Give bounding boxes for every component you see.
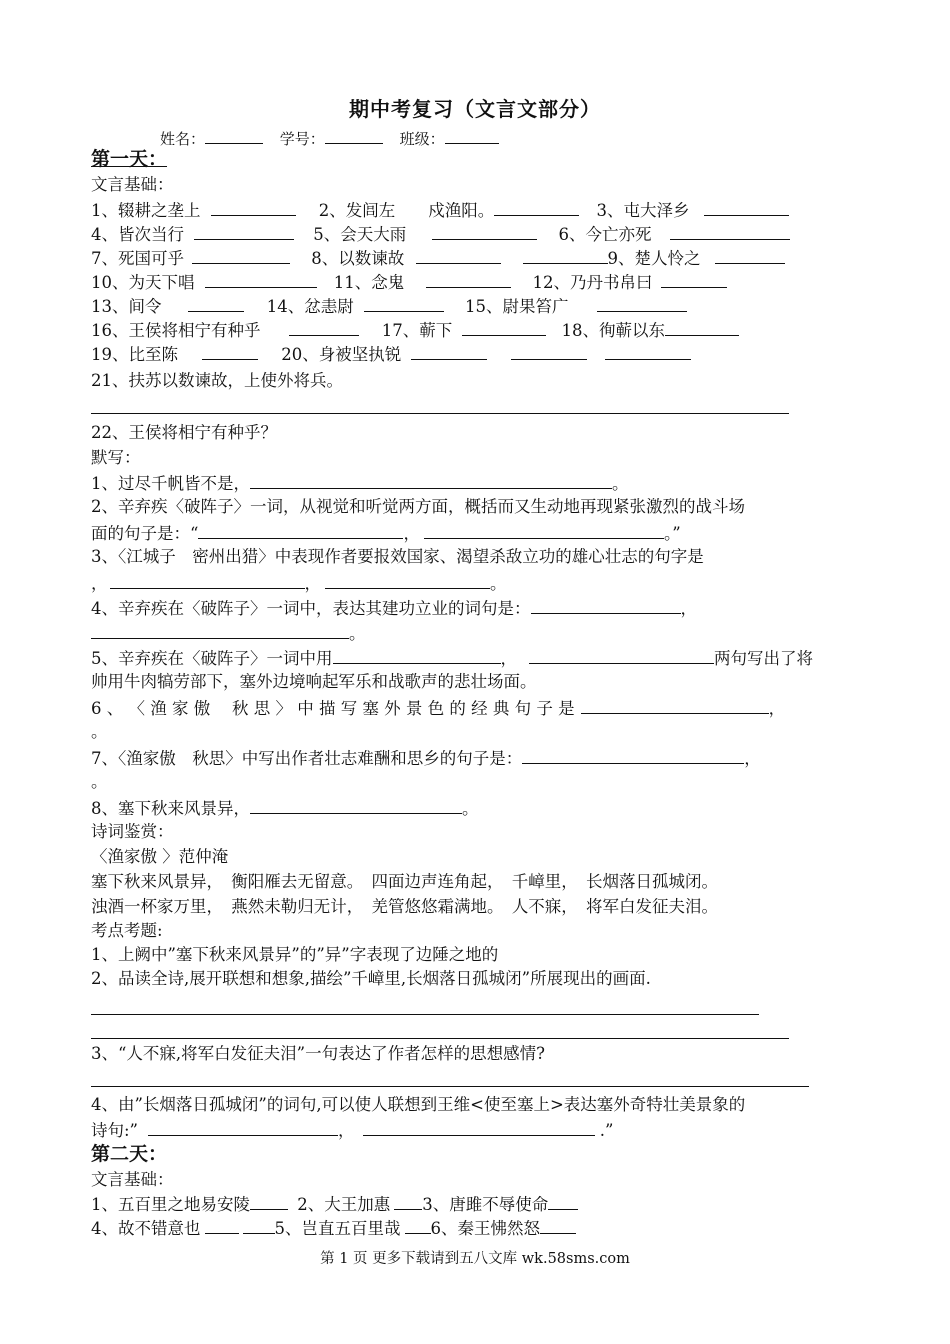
vocab-row: 4、故不错意也 5、岂直五百里哉 6、秦王怫然怒 [91, 1216, 576, 1240]
exam-question-4: 4、由”长烟落日孤城闭”的词句,可以使人联想到王维<使至塞上>表达塞外奇特壮美景象的 [91, 1095, 746, 1114]
poem-label: 诗词鉴赏： [91, 822, 174, 841]
dictation-label: 默写： [91, 448, 141, 467]
vocab-row: 1、五百里之地易安陵 2、大王加惠 3、唐雎不辱使命 [91, 1192, 578, 1216]
day1-heading: 第一天： [91, 148, 168, 170]
dictation-8: 8、塞下秋来风景异， 。 [91, 796, 479, 820]
dictation-3b: ， ， 。 [91, 571, 507, 595]
day1-basics-label: 文言基础： [91, 175, 174, 194]
day2-heading: 第二天： [91, 1143, 168, 1165]
dictation-3: 3、〈江城子 密州出猎〉中表现作者要报效国家、渴望杀敌立功的雄心壮志的句字是 [91, 547, 704, 566]
exam-label: 考点考题: [91, 921, 163, 940]
dictation-5b: 帅用牛肉犒劳部下，塞外边境响起军乐和战歌声的悲壮场面。 [91, 672, 537, 691]
vocab-row: 4、皆次当行 5、会天大雨 6、今亡亦死 [91, 222, 790, 246]
page-title: 期中考复习（文言文部分） [349, 97, 601, 121]
poem-line-1: 塞下秋来风景异， 衡阳雁去无留意。 四面边声连角起， 千嶂里， 长烟落日孤城闭。 [91, 872, 718, 891]
exam-question-4b: 诗句:” ， .” [91, 1118, 613, 1142]
dictation-7: 7、〈渔家傲 秋思〉中写出作者壮志难酬和思乡的句子是： ， [91, 746, 761, 770]
dictation-5: 5、辛弃疾在〈破阵子〉一词中用 ， 两句写出了将 [91, 646, 813, 670]
poem-line-2: 浊酒一杯家万里， 燕然未勒归无计， 羌管悠悠霜满地。 人不寐， 将军白发征夫泪。 [91, 897, 718, 916]
day2-basics-label: 文言基础： [91, 1170, 174, 1189]
vocab-row: 16、王侯将相宁有种乎 17、蕲下 18、徇蕲以东 [91, 318, 739, 342]
dictation-4b: 。 [91, 621, 366, 645]
vocab-row: 7、死国可乎 8、以数谏故 9、楚人怜之 [91, 246, 785, 270]
vocab-row: 13、间令 14、忿恚尉 15、尉果笞广 [91, 294, 687, 318]
answer-line [91, 1038, 789, 1039]
answer-line [91, 413, 789, 414]
answer-line [91, 1014, 759, 1015]
dictation-2b: 面的句子是：“ ， 。” [91, 521, 681, 545]
dictation-1: 1、过尽千帆皆不是， 。 [91, 471, 629, 495]
dictation-4: 4、辛弃疾在〈破阵子〉一词中，表达其建功立业的词句是： ， [91, 596, 697, 620]
dictation-6: 6 、 〈 渔 家 傲 秋 思 〉 中 描 写 塞 外 景 色 的 经 典 句 子 是 ， [91, 696, 785, 720]
exam-question-3: 3、“人不寐,将军白发征夫泪”一句表达了作者怎样的思想感情? [91, 1044, 545, 1063]
worksheet-page: 期中考复习（文言文部分） 姓名： 学号： 班级： 第一天： 文言基础： 1、辍耕之垄上 2、发闾左 戍渔阳。 3、屯大泽乡 4、皆次当行 5、会天大雨 6、今亡亦死 7、死国可乎 8、以数谏故 9、楚人怜之 10、为天下唱 11、念鬼 12、乃丹书帛曰 13、间令 14、忿恚尉 15、尉果笞广 16、王侯将相宁有种乎 17、蕲下 18、徇蕲以东 19、比至陈 20、身被坚执锐 21、扶苏以数谏故，上使外将兵。 22、王侯将相宁有种乎？ 默写： 1、过尽千帆皆不是， 。 2、辛弃疾〈破阵子〉一词，从视觉和听觉两方面，概括而又生动地再现紧张激烈的战斗场 面的句子是：“ ， 。” 3、〈江城子 密州出猎〉中表现作者要报效国家、渴望杀敌立功的雄心壮志的句字是 ， ， 。 4、辛弃疾在〈破阵子〉一词中，表达其建功立业的词句是： ， 。 5、辛弃疾在〈破阵子〉一词中用 ， 两句写出了将 帅用牛肉犒劳部下，塞外边境响起军乐和战歌声的悲壮场面。 6 、 〈 渔 家 傲 秋 思 〉 中 描 写 塞 外 景 色 的 经 典 句 子 是 ， 。 7、〈渔家傲 秋思〉中写出作者壮志难酬和思乡的句子是： ， 。 8、塞下秋来风景异， 。 诗词鉴赏： 〈渔家傲 〉范仲淹 塞下秋来风景异， 衡阳雁去无留意。 四面边声连角起， 千嶂里， 长烟落日孤城闭。 浊酒一杯家万里， 燕然未勒归无计， 羌管悠悠霜满地。 人不寐， 将军白发征夫泪。 考点考题: 1、上阙中”塞下秋来风景异”的”异”字表现了边陲之地的 2、品读全诗,展开联想和想象,描绘”千嶂里,长烟落日孤城闭”所展现出的画面. 3、“人不寐,将军白发征夫泪”一句表达了作者怎样的思想感情? 4、由”长烟落日孤城闭”的词句,可以使人联想到王维<使至塞上>表达塞外奇特壮美景象的 诗句:” ， .” 第二天： 文言基础： 1、五百里之地易安陵 2、大王加惠 3、唐雎不辱使命 4、故不错意也 5、岂直五百里哉 6、秦王怫然怒 第 1 页 更多下载请到五八文库 wk.58sms.com [0, 0, 950, 1344]
vocab-row: 10、为天下唱 11、念鬼 12、乃丹书帛曰 [91, 270, 727, 294]
answer-line [91, 1086, 809, 1087]
question-22: 22、王侯将相宁有种乎？ [91, 423, 277, 442]
student-info: 姓名： 学号： 班级： [160, 126, 499, 150]
question-21: 21、扶苏以数谏故，上使外将兵。 [91, 371, 343, 390]
vocab-row: 19、比至陈 20、身被坚执锐 [91, 342, 691, 366]
exam-question-1: 1、上阙中”塞下秋来风景异”的”异”字表现了边陲之地的 [91, 945, 499, 964]
poem-title: 〈渔家傲 〉范仲淹 [91, 847, 229, 866]
exam-question-2: 2、品读全诗,展开联想和想象,描绘”千嶂里,长烟落日孤城闭”所展现出的画面. [91, 969, 651, 988]
page-footer: 第 1 页 更多下载请到五八文库 wk.58sms.com [320, 1251, 630, 1267]
dictation-2: 2、辛弃疾〈破阵子〉一词，从视觉和听觉两方面，概括而又生动地再现紧张激烈的战斗场 [91, 497, 745, 516]
vocab-row: 1、辍耕之垄上 2、发闾左 戍渔阳。 3、屯大泽乡 [91, 198, 789, 222]
